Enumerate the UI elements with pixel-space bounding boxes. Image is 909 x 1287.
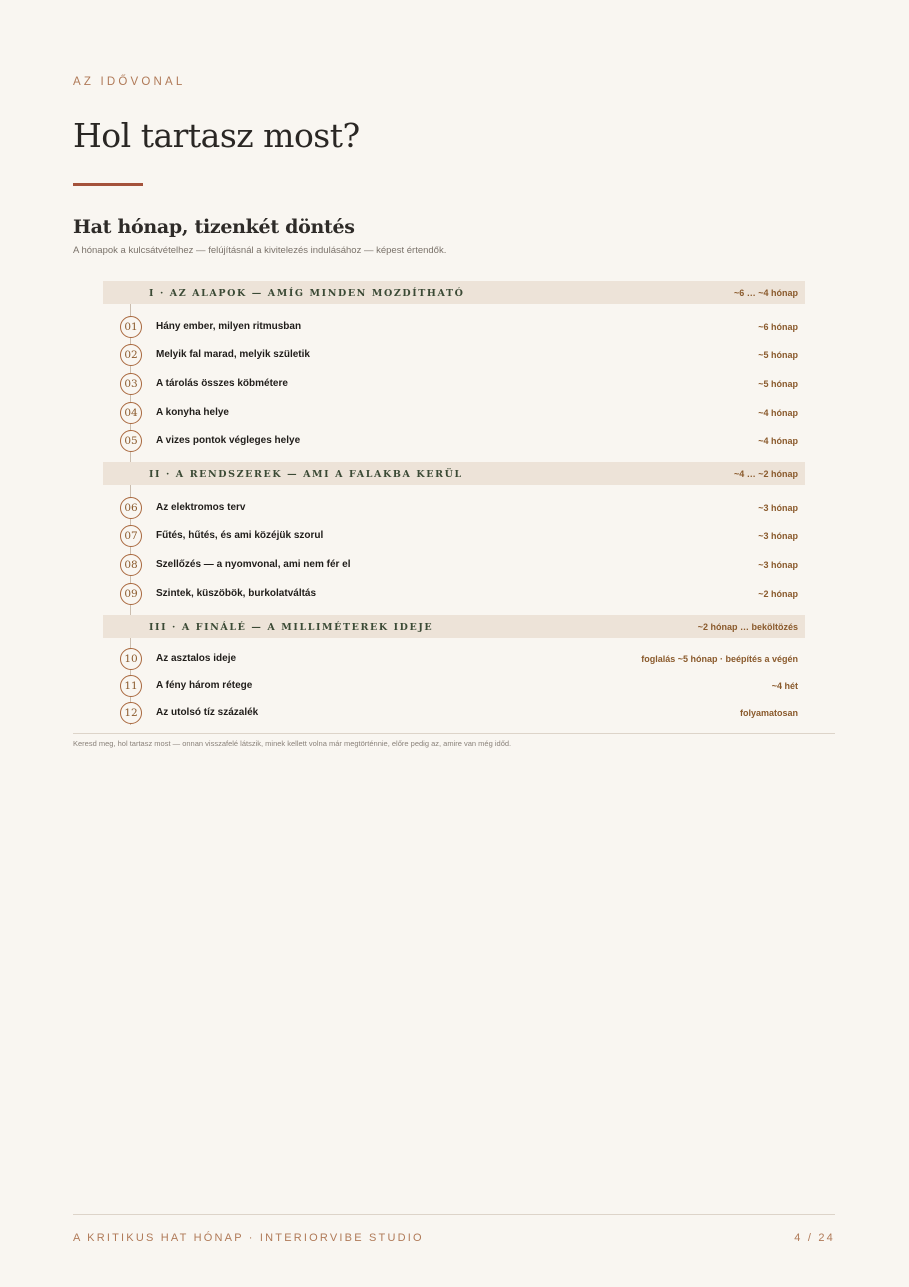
step-timeframe: ~3 hónap: [758, 531, 798, 541]
step-label: Hány ember, milyen ritmusban: [156, 321, 302, 332]
footer-running-title: A KRITIKUS HAT HÓNAP · INTERIORVIBE STUDIO: [73, 1232, 424, 1244]
step-label: Az utolsó tíz százalék: [156, 707, 259, 718]
phase-title: III · A FINÁLÉ — A MILLIMÉTEREK IDEJE: [149, 622, 434, 633]
timeline-item: [103, 496, 805, 520]
step-label: A tárolás összes köbmétere: [156, 378, 288, 389]
step-label: Szintek, küszöbök, burkolatváltás: [156, 588, 317, 599]
footer-divider: [73, 1214, 835, 1215]
section-divider: [73, 733, 835, 734]
step-timeframe: ~5 hónap: [758, 379, 798, 389]
eyebrow-label: AZ IDŐVONAL: [73, 76, 186, 88]
timeline-item: [103, 372, 805, 396]
phase-timeframe: ~4 … ~2 hónap: [733, 469, 798, 479]
step-number-badge: 12: [120, 702, 142, 724]
step-label: Szellőzés — a nyomvonal, ami nem fér el: [156, 559, 351, 570]
step-label: Az asztalos ideje: [156, 653, 237, 664]
timeline-item: [103, 701, 805, 725]
phase-timeframe: ~2 hónap … beköltözés: [697, 622, 798, 632]
step-number-badge: 06: [120, 497, 142, 519]
timeline: [103, 281, 805, 727]
step-timeframe: ~2 hónap: [758, 589, 798, 599]
step-timeframe: folyamatosan: [739, 708, 798, 718]
step-timeframe: foglalás ~5 hónap · beépítés a végén: [641, 654, 798, 664]
timeline-item: [103, 401, 805, 425]
step-number-badge: 05: [120, 430, 142, 452]
timeline-item: [103, 343, 805, 367]
phase-title: I · AZ ALAPOK — AMÍG MINDEN MOZDÍTHATÓ: [149, 288, 465, 299]
page-number: 4 / 24: [794, 1232, 835, 1244]
step-label: A fény három rétege: [156, 680, 253, 691]
title-accent-rule: [73, 183, 143, 186]
timeline-item: [103, 315, 805, 339]
step-timeframe: ~3 hónap: [758, 560, 798, 570]
step-label: Az elektromos terv: [156, 502, 246, 513]
step-label: A konyha helye: [156, 407, 229, 418]
phase-header-2: [103, 462, 805, 485]
timeline-item: [103, 582, 805, 606]
phase-title: II · A RENDSZEREK — AMI A FALAKBA KERÜL: [149, 469, 463, 480]
section-subtitle: Hat hónap, tizenkét döntés: [73, 216, 355, 238]
step-label: Fűtés, hűtés, és ami közéjük szorul: [156, 530, 324, 541]
step-number-badge: 07: [120, 525, 142, 547]
step-timeframe: ~3 hónap: [758, 503, 798, 513]
step-number-badge: 10: [120, 648, 142, 670]
phase-header-3: [103, 615, 805, 638]
step-number-badge: 02: [120, 344, 142, 366]
section-lede: A hónapok a kulcsátvételhez — felújításnál a kivitelezés indulásához — képest értendők.: [73, 245, 447, 256]
phase-timeframe: ~6 … ~4 hónap: [733, 288, 798, 298]
step-timeframe: ~4 hónap: [758, 436, 798, 446]
step-timeframe: ~4 hét: [771, 681, 798, 691]
phase-header-1: [103, 281, 805, 304]
step-label: Melyik fal marad, melyik születik: [156, 349, 310, 360]
footnote: Keresd meg, hol tartasz most — onnan visszafelé látszik, minek kellett volna már megtörténnie, előre pedig az, amire van még időd.: [73, 739, 512, 748]
step-timeframe: ~4 hónap: [758, 408, 798, 418]
step-number-badge: 09: [120, 583, 142, 605]
page-title: Hol tartasz most?: [73, 116, 360, 155]
step-label: A vizes pontok végleges helye: [156, 435, 301, 446]
timeline-item: [103, 674, 805, 698]
step-number-badge: 08: [120, 554, 142, 576]
timeline-item: [103, 524, 805, 548]
step-timeframe: ~5 hónap: [758, 350, 798, 360]
timeline-item: [103, 429, 805, 453]
timeline-item: [103, 553, 805, 577]
timeline-item: [103, 647, 805, 671]
step-number-badge: 04: [120, 402, 142, 424]
step-number-badge: 01: [120, 316, 142, 338]
step-timeframe: ~6 hónap: [758, 322, 798, 332]
step-number-badge: 03: [120, 373, 142, 395]
step-number-badge: 11: [120, 675, 142, 697]
